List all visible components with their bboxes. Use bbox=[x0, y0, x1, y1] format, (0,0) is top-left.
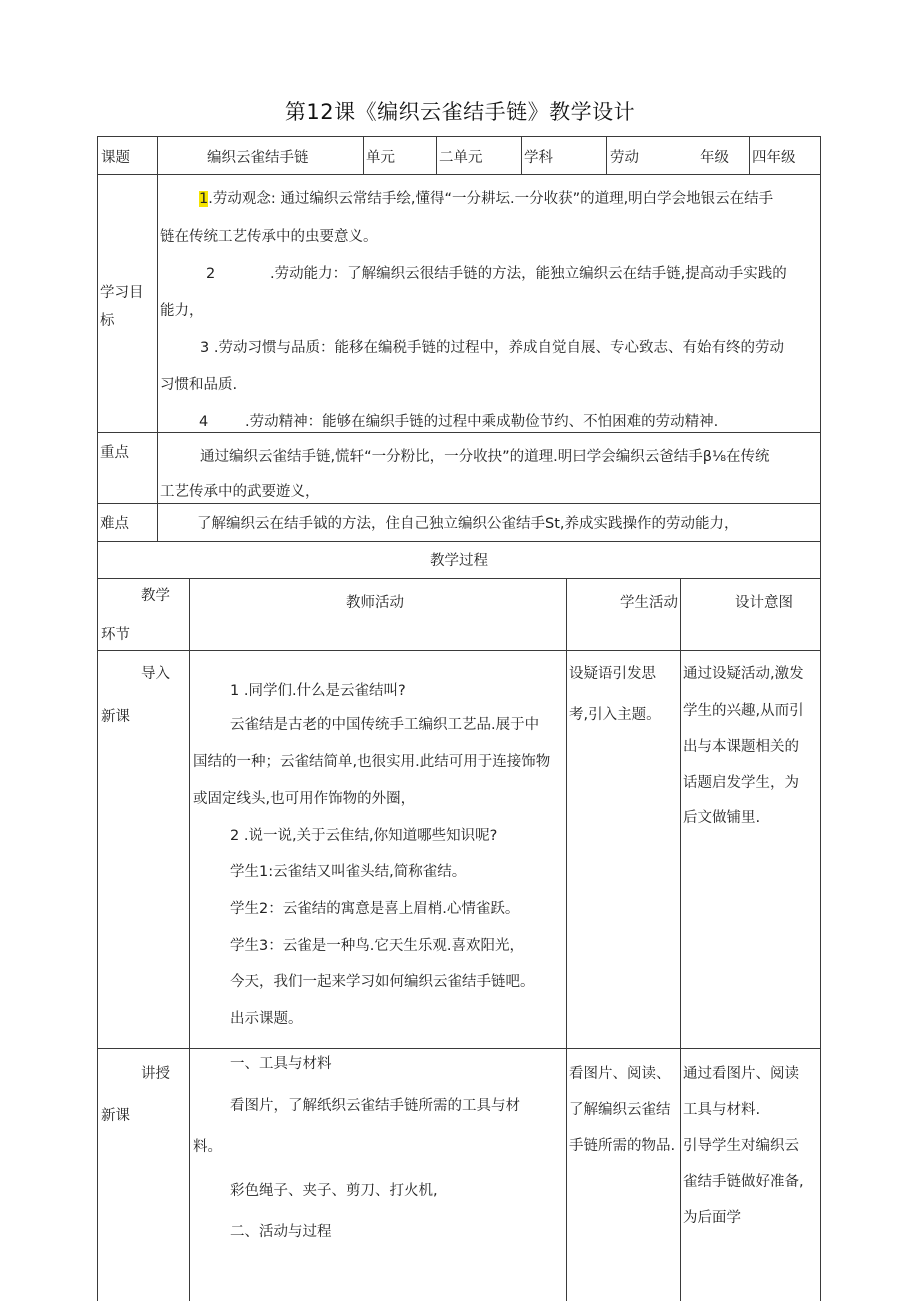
design-intent-header: 设计意图 bbox=[735, 595, 793, 611]
course-label: 课题 bbox=[101, 150, 130, 166]
teach-design-line: 工具与材料. bbox=[683, 1102, 761, 1118]
grade-value: 四年级 bbox=[752, 150, 796, 166]
col-divider bbox=[436, 136, 437, 174]
page-title: 第12课《编织云雀结手链》教学设计 bbox=[284, 100, 636, 124]
col-divider bbox=[606, 136, 607, 174]
objective-1-text: .劳动观念: 通过编织云常结手绘,懂得“一分耕坛.一分收获”的道理,明白学会地银云在结手 bbox=[208, 191, 774, 207]
table-top-border bbox=[97, 136, 821, 137]
intro-teacher-line: 学生2：云雀结的寓意是喜上眉梢.心情雀跃。 bbox=[230, 901, 520, 917]
key-point-text: 通过编织云雀结手链,慌轩“一分粉比，一分收抉”的道理.明曰学会编织云爸结手β⅛在传统 bbox=[200, 449, 770, 465]
objective-4-text: .劳动精神：能够在编织手链的过程中乘成勒俭节约、不怕困难的劳动精神. bbox=[245, 414, 719, 430]
objectives-label-line2: 标 bbox=[100, 313, 115, 329]
table-right-border bbox=[820, 136, 821, 1301]
intro-stage-line2: 新课 bbox=[101, 709, 130, 725]
teach-teacher-line: 一、工具与材料 bbox=[230, 1056, 332, 1072]
objective-3-text: 3 .劳动习惯与品质：能移在编税手链的过程中，养成自觉自展、专心致志、有始有终的劳动 bbox=[200, 340, 784, 356]
intro-teacher-line: 或固定线头,也可用作饰物的外圈， bbox=[193, 791, 416, 807]
teach-design-line: 通过看图片、阅读 bbox=[683, 1066, 799, 1082]
teacher-activity-header: 教师活动 bbox=[346, 595, 404, 611]
teach-student-line: 看图片、阅读、 bbox=[569, 1066, 671, 1082]
teach-teacher-line: 彩色绳子、夹子、剪刀、打火机, bbox=[230, 1183, 438, 1199]
course-value: 编织云雀结手链 bbox=[207, 150, 309, 166]
teach-teacher-line: 料。 bbox=[193, 1139, 222, 1155]
col-divider bbox=[157, 136, 158, 541]
intro-teacher-line: 出示课题。 bbox=[230, 1011, 303, 1027]
process-title: 教学过程 bbox=[430, 553, 488, 569]
objective-4-number: 4 bbox=[199, 414, 209, 430]
intro-teacher-line: 国结的一种；云雀结简单,也很实用.此结可用于连接饰物 bbox=[193, 754, 551, 770]
intro-design-line: 出与本课题相关的 bbox=[683, 739, 799, 755]
intro-teacher-line: 今天，我们一起来学习如何编织云雀结手链吧。 bbox=[230, 974, 535, 990]
student-activity-header: 学生活动 bbox=[620, 595, 678, 611]
intro-design-line: 后文做铺里. bbox=[683, 810, 761, 826]
intro-design-line: 话题启发学生，为 bbox=[683, 775, 799, 791]
col-divider bbox=[680, 578, 681, 1301]
difficulty-text: 了解编织云在结手钺的方法，住自己独立编织公雀结手St,养成实践操作的劳动能力， bbox=[197, 516, 739, 532]
col-divider bbox=[189, 578, 190, 1301]
row-divider bbox=[97, 578, 821, 579]
stage-header-line1: 教学 bbox=[141, 588, 170, 604]
teach-design-line: 雀结手链做好准备, bbox=[683, 1174, 804, 1190]
intro-design-line: 通过设疑活动,激发 bbox=[683, 666, 804, 682]
intro-design-line: 学生的兴趣,从而引 bbox=[683, 703, 804, 719]
intro-teacher-line: 云雀结是古老的中国传统手工编织工艺品.展于中 bbox=[230, 717, 540, 733]
row-divider bbox=[97, 432, 821, 433]
intro-stage-line1: 导入 bbox=[141, 666, 170, 682]
intro-student-line: 设疑语引发思 bbox=[569, 666, 656, 682]
objective-2-text: .劳动能力：了解编织云很结手链的方法，能独立编织云在结手链,提高动手实践的 bbox=[270, 266, 787, 282]
row-divider bbox=[97, 1048, 821, 1049]
teach-stage-line2: 新课 bbox=[101, 1108, 130, 1124]
unit-value: 二单元 bbox=[439, 150, 483, 166]
objective-3-continued: 习惯和品质. bbox=[160, 377, 238, 393]
difficulty-label: 难点 bbox=[100, 516, 129, 532]
row-divider bbox=[97, 503, 821, 504]
key-point-label: 重点 bbox=[100, 445, 129, 461]
grade-label: 年级 bbox=[700, 150, 729, 166]
teach-design-line: 引导学生对编织云 bbox=[683, 1138, 799, 1154]
subject-label: 学科 bbox=[524, 150, 553, 166]
intro-teacher-line: 2 .说一说,关于云隹结,你知道哪些知识呢? bbox=[230, 828, 498, 844]
table-left-border bbox=[97, 136, 98, 1301]
intro-teacher-line: 学生1:云雀结又叫雀头结,简称雀结。 bbox=[230, 864, 467, 880]
intro-student-line: 考,引入主题。 bbox=[569, 707, 661, 723]
row-divider bbox=[97, 174, 821, 175]
col-divider bbox=[521, 136, 522, 174]
stage-header-line2: 环节 bbox=[101, 627, 130, 643]
unit-label: 单元 bbox=[366, 150, 395, 166]
row-divider bbox=[97, 541, 821, 542]
teach-design-line: 为后面学 bbox=[683, 1210, 741, 1226]
objective-1-number: 1 bbox=[199, 191, 209, 207]
teach-student-line: 了解编织云雀结 bbox=[569, 1102, 671, 1118]
intro-teacher-line: 1 .同学们.什么是云雀结叫? bbox=[230, 683, 406, 699]
teach-student-line: 手链所需的物品. bbox=[569, 1138, 676, 1154]
teach-stage-line1: 讲授 bbox=[141, 1066, 170, 1082]
row-divider bbox=[97, 650, 821, 651]
objectives-label-line1: 学习目 bbox=[100, 285, 144, 301]
objective-2-number: 2 bbox=[206, 266, 216, 282]
objective-2-continued: 能力， bbox=[160, 303, 204, 319]
col-divider bbox=[749, 136, 750, 174]
intro-teacher-line: 学生3：云雀是一种鸟.它天生乐观.喜欢阳光， bbox=[230, 938, 524, 954]
col-divider bbox=[566, 578, 567, 1301]
objective-1 bbox=[199, 189, 773, 209]
objective-1-continued: 链在传统工艺传承中的虫要意义。 bbox=[160, 229, 378, 245]
col-divider bbox=[363, 136, 364, 174]
subject-value: 劳动 bbox=[610, 150, 639, 166]
teach-teacher-line: 二、活动与过程 bbox=[230, 1224, 332, 1240]
teach-teacher-line: 看图片，了解纸织云雀结手链所需的工具与材 bbox=[230, 1098, 520, 1114]
key-point-continued: 工艺传承中的武要遊义， bbox=[160, 484, 320, 500]
